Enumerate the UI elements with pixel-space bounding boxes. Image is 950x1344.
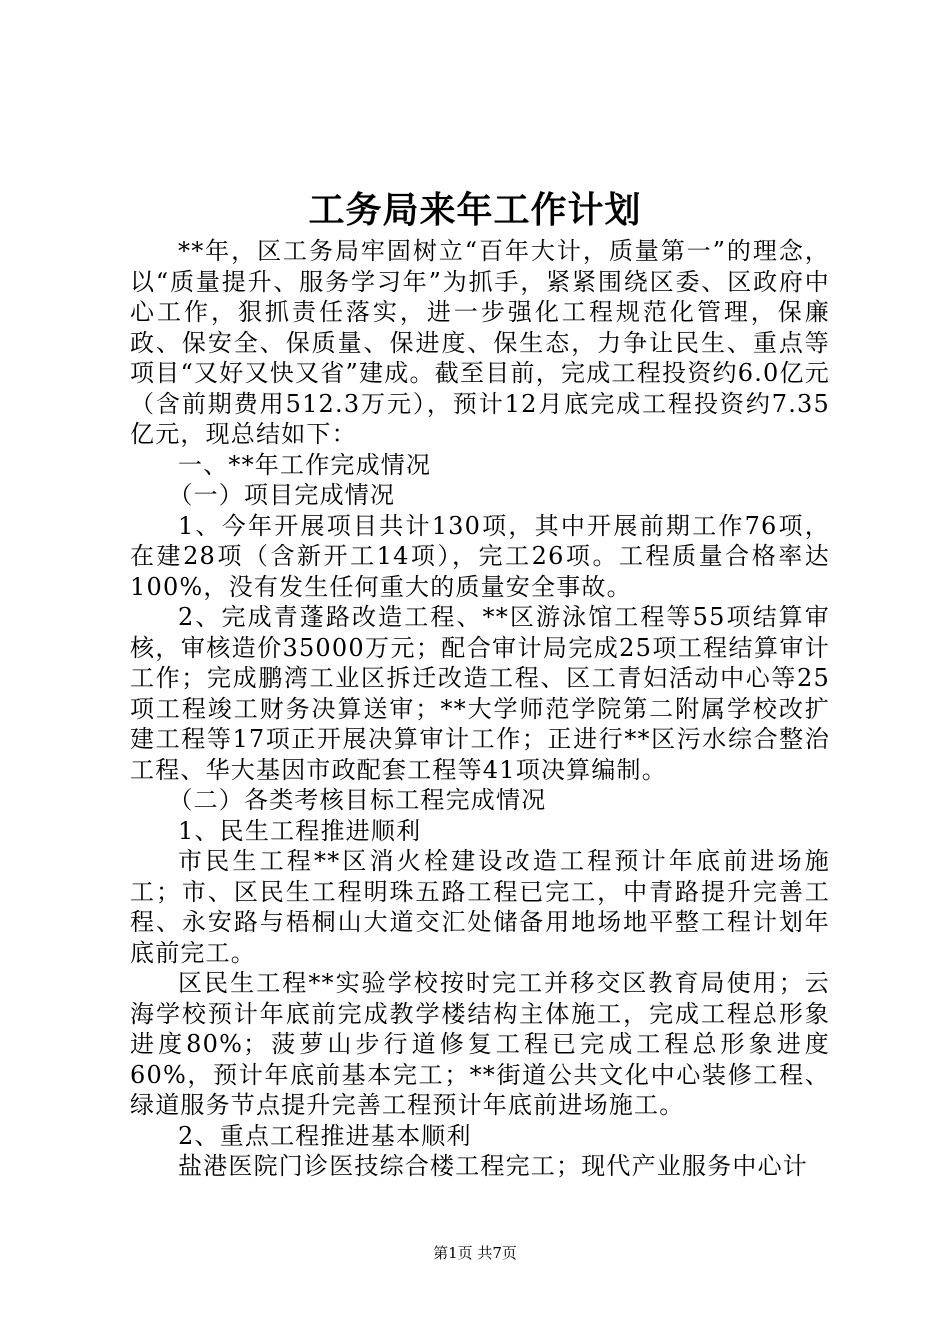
document-title: 工务局来年工作计划	[308, 189, 642, 231]
subsection-heading-2: （二）各类考核目标工程完成情况	[168, 786, 547, 814]
point-heading-1: 1、民生工程推进顺利	[178, 816, 422, 845]
project-item-2: 2、完成青蓬路改造工程、**区游泳馆工程等55项结算审核，审核造价35000万元；配合审计局完成25项工程结算审计工作；完成鹏湾工业区拆迁改造工程、区工青妇活动中心等25项工程竣工财务决算送审；**大学师范学院第二附属学校改扩建工程等17项正开展决算审计工作；正进行**区污水综合整治工程、华大基因市政配套工程等41项决算编制。	[130, 603, 830, 784]
project-item-1: 1、今年开展项目共计130项，其中开展前期工作76项，在建28项（含新开工14项），完工26项。工程质量合格率达100%，没有发生任何重大的质量安全事故。	[130, 511, 830, 601]
intro-paragraph: **年，区工务局牢固树立“百年大计，质量第一”的理念，以“质量提升、服务学习年”为抓手，紧紧围绕区委、区政府中心工作，狠抓责任落实，进一步强化工程规范化管理，保廉政、保安全、保质量、保进度、保生态，力争让民生、重点等项目“又好又快又省”建成。截至目前，完成工程投资约6.0亿元（含前期费用512.3万元），预计12月底完成工程投资约7.35亿元，现总结如下：	[130, 237, 830, 448]
section-heading-1: 一、**年工作完成情况	[178, 450, 432, 479]
point-heading-2: 2、重点工程推进基本顺利	[178, 1121, 472, 1150]
document-body	[130, 236, 830, 1182]
point1-paragraph-2: 区民生工程**实验学校按时完工并移交区教育局使用；云海学校预计年底前完成教学楼结构主体施工，完成工程总形象进度80%；菠萝山步行道修复工程已完成工程总形象进度60%，预计年底前基本完工；**街道公共文化中心装修工程、绿道服务节点提升完善工程预计年底前进场施工。	[130, 969, 830, 1119]
point1-paragraph-1: 市民生工程**区消火栓建设改造工程预计年底前进场施工；市、区民生工程明珠五路工程已完工，中青路提升完善工程、永安路与梧桐山大道交汇处储备用地场地平整工程计划年底前完工。	[130, 847, 830, 967]
point2-paragraph-1: 盐港医院门诊医技综合楼工程完工；现代产业服务中心计	[178, 1152, 808, 1180]
page-footer: 第1页 共7页	[433, 1244, 517, 1262]
subsection-heading-1: （一）项目完成情况	[168, 481, 396, 509]
